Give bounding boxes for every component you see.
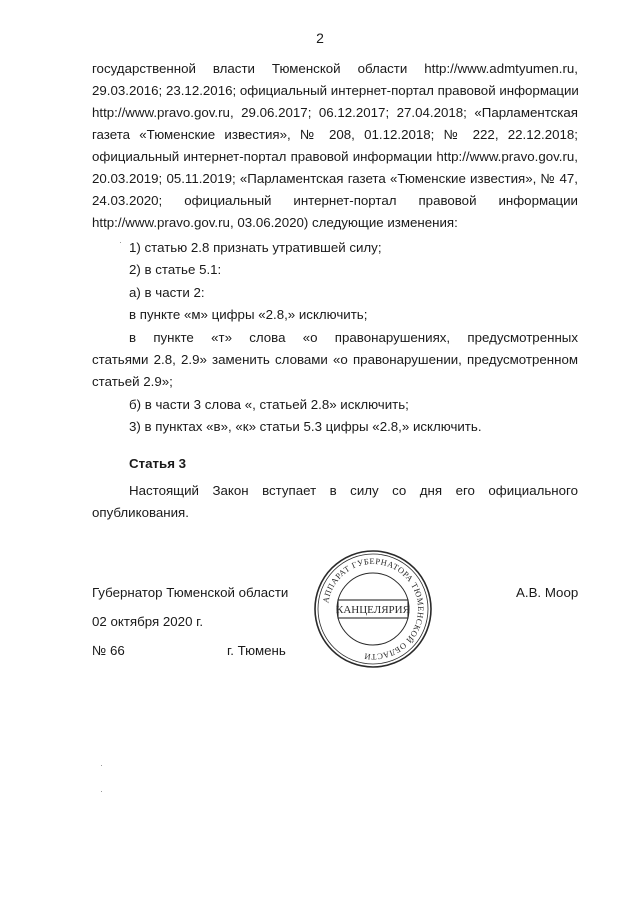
article-3-body bbox=[92, 480, 578, 524]
intro-paragraph bbox=[92, 58, 578, 234]
amendment-item-2a-m: в пункте «м» цифры «2.8,» исключить; bbox=[129, 307, 368, 322]
text-line: 29.03.2016; 23.12.2016; официальный интернет-портал правовой информации bbox=[92, 83, 579, 98]
law-number: № 66 bbox=[92, 643, 125, 658]
scan-speck bbox=[120, 242, 121, 243]
amendment-item-2a-t bbox=[92, 327, 578, 393]
text-line: http://www.pravo.gov.ru, 03.06.2020) следующие изменения: bbox=[92, 215, 458, 230]
text-line: государственной власти Тюменской области http://www.admtyumen.ru, bbox=[92, 61, 578, 76]
text-line: статьей 2.9»; bbox=[92, 374, 173, 389]
law-city: г. Тюмень bbox=[227, 643, 286, 658]
amendment-item-1: 1) статью 2.8 признать утратившей силу; bbox=[129, 240, 382, 255]
signatory-position: Губернатор Тюменской области bbox=[92, 585, 289, 600]
text-line: Настоящий Закон вступает в силу со дня его официального bbox=[129, 483, 578, 498]
amendment-item-2: 2) в статье 5.1: bbox=[129, 262, 222, 277]
signatory-name: А.В. Моор bbox=[516, 585, 579, 600]
amendment-item-2b: б) в части 3 слова «, статьей 2.8» исключить; bbox=[129, 397, 409, 412]
seal-outer-text: АППАРАТ ГУБЕРНАТОРА ТЮМЕНСКОЙ ОБЛАСТИ bbox=[321, 556, 426, 662]
amendment-item-2a: а) в части 2: bbox=[129, 285, 205, 300]
page-number: 2 bbox=[316, 30, 324, 46]
text-line: газета «Тюменские известия», № 208, 01.12.2018; № 222, 22.12.2018; bbox=[92, 127, 578, 142]
law-date: 02 октября 2020 г. bbox=[92, 614, 204, 629]
article-3-title: Статья 3 bbox=[129, 456, 187, 471]
text-line: статьями 2.8, 2.9» заменить словами «о правонарушении, предусмотренном bbox=[92, 352, 578, 367]
text-line: 20.03.2019; 05.11.2019; «Парламентская газета «Тюменские известия», № 47, bbox=[92, 171, 578, 186]
text-line: http://www.pravo.gov.ru, 29.06.2017; 06.12.2017; 27.04.2018; «Парламентская bbox=[92, 105, 578, 120]
seal-center-text: КАНЦЕЛЯРИЯ bbox=[336, 604, 410, 616]
text-line: в пункте «т» слова «о правонарушениях, предусмотренных bbox=[129, 330, 578, 345]
scan-speck bbox=[101, 791, 102, 792]
scan-speck bbox=[101, 765, 102, 766]
amendment-item-3: 3) в пунктах «в», «к» статьи 5.3 цифры «2.8,» исключить. bbox=[129, 419, 482, 434]
office-seal-stamp bbox=[312, 548, 434, 670]
text-line: официальный интернет-портал правовой информации http://www.pravo.gov.ru, bbox=[92, 149, 578, 164]
text-line: 24.03.2020; официальный интернет-портал правовой информации bbox=[92, 193, 578, 208]
text-line: опубликования. bbox=[92, 505, 189, 520]
